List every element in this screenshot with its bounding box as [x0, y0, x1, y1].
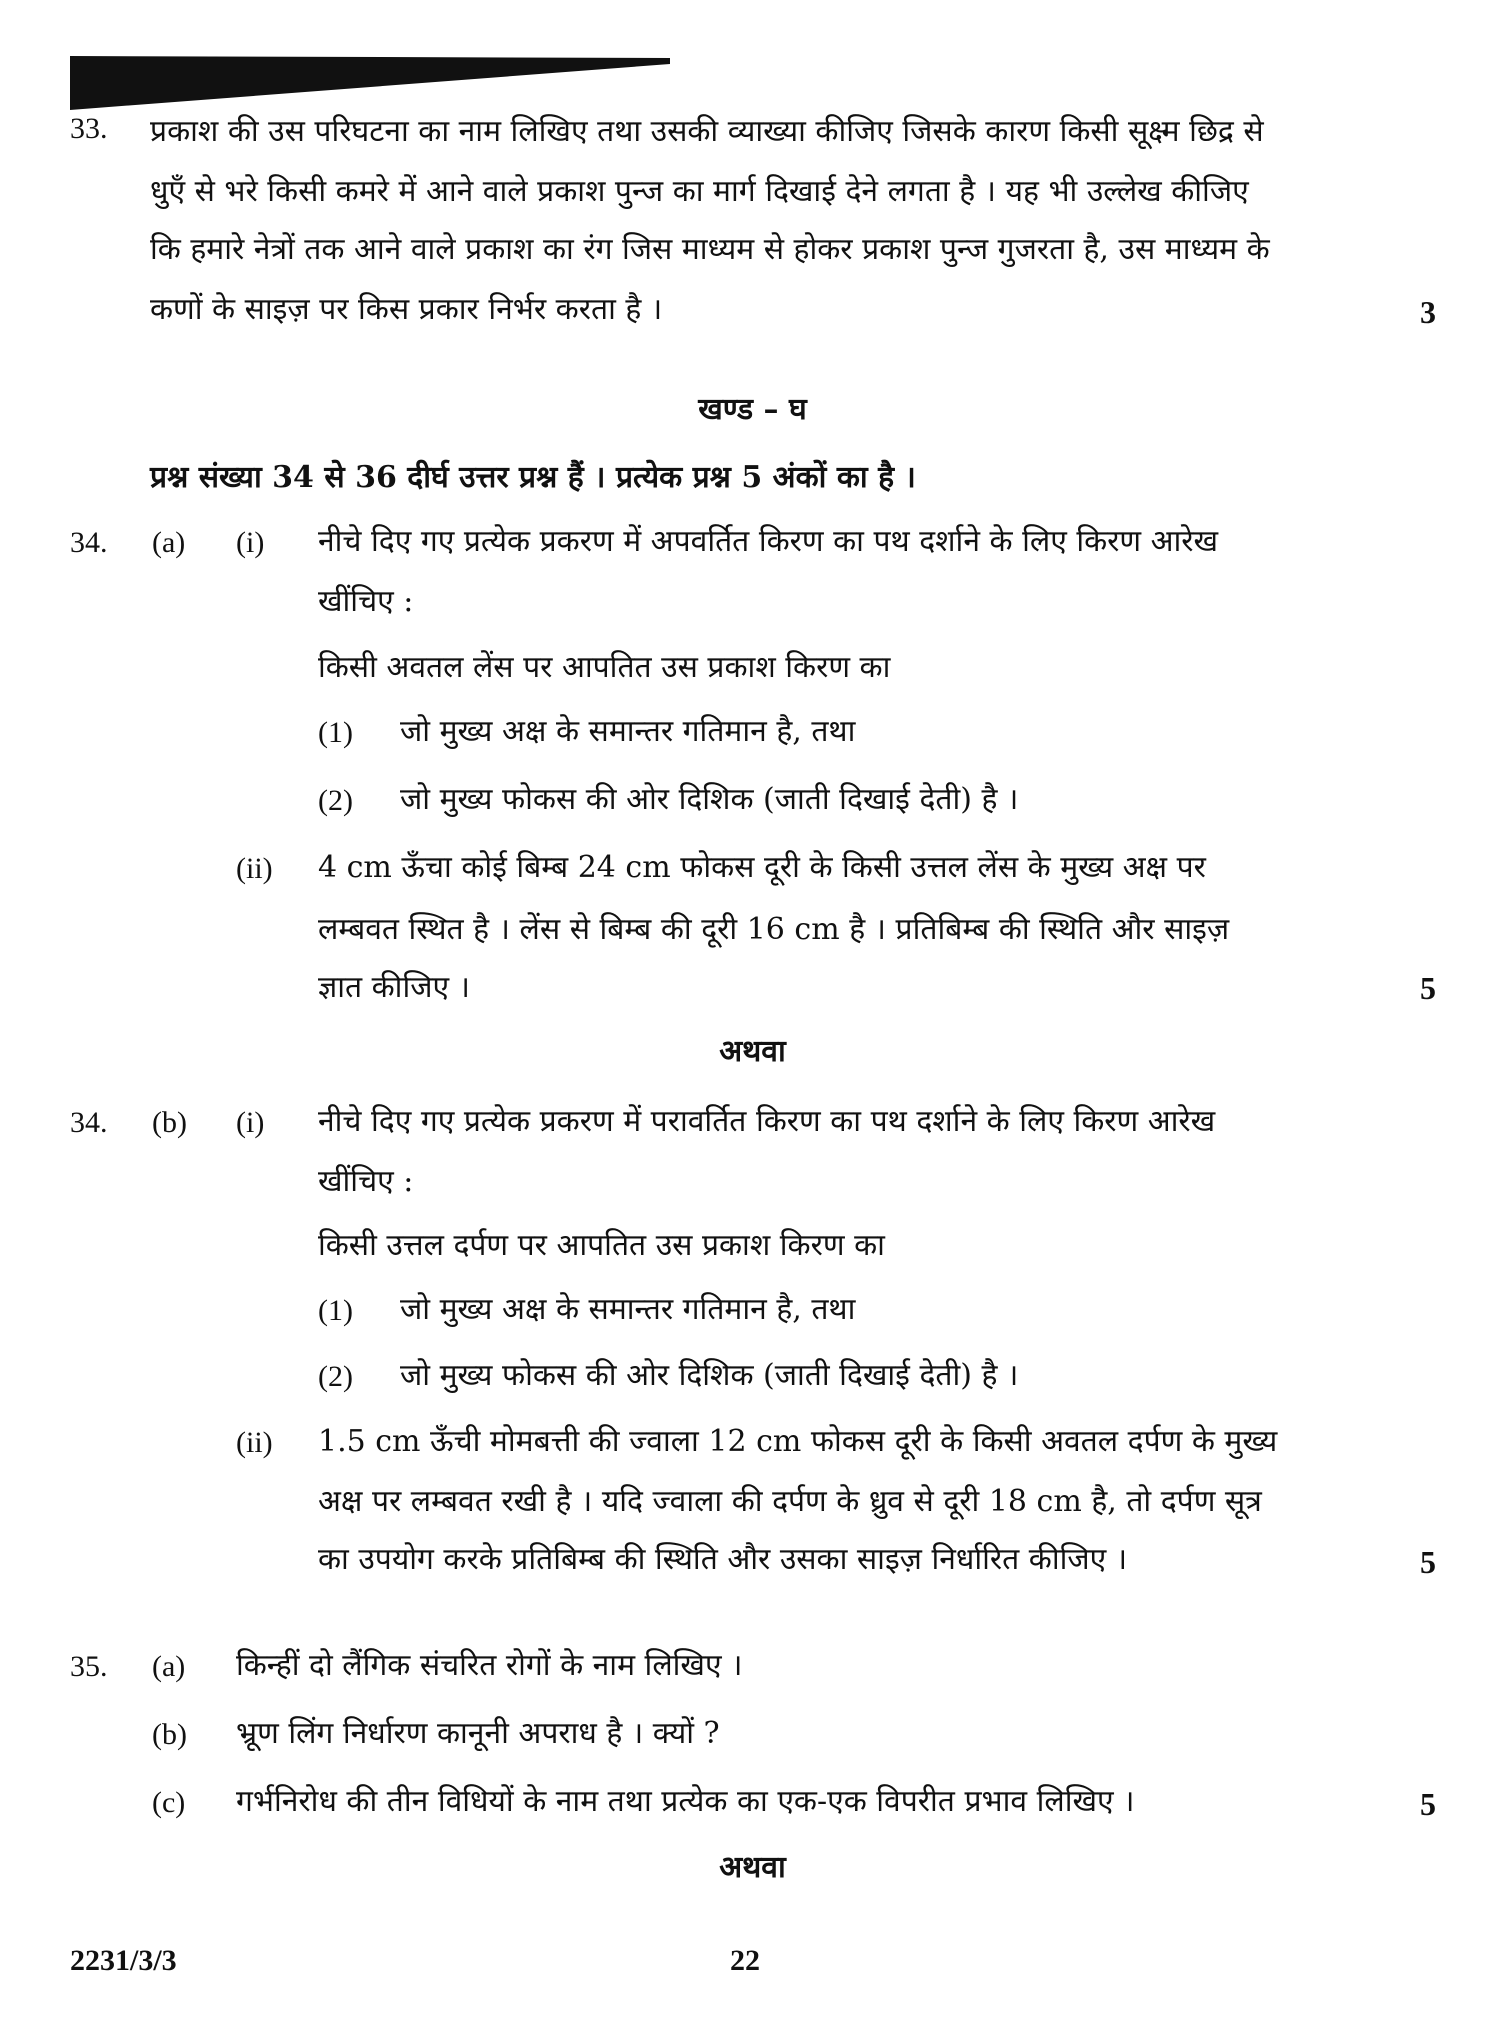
q34b-i-label: (i): [236, 1106, 265, 1139]
q35-a-label: (a): [152, 1650, 186, 1683]
q34a-i-line-3: किसी अवतल लेंस पर आपतित उस प्रकाश किरण का: [318, 650, 891, 685]
q34a-ii-line-2: लम्बवत स्थित है । लेंस से बिम्ब की दूरी 16 cm है । प्रतिबिम्ब की स्थिति और साइज़: [318, 912, 1230, 947]
header-black-bar: [70, 56, 670, 110]
q34b-number: 34.: [70, 1106, 108, 1139]
q35-b-label: (b): [152, 1718, 187, 1751]
q34a-i-sub-1-label: (1): [318, 716, 353, 749]
q34a-i-sub-1-text: जो मुख्य अक्ष के समान्तर गतिमान है, तथा: [400, 714, 856, 749]
q34a-i-label: (i): [236, 526, 265, 559]
q34a-ii-label: (ii): [236, 852, 273, 885]
q34a-marks: 5: [1420, 970, 1436, 1006]
q35-marks: 5: [1420, 1786, 1436, 1822]
q34a-number: 34.: [70, 526, 108, 559]
q34b-i-line-2: खींचिए :: [318, 1164, 414, 1199]
q34b-i-sub-2-text: जो मुख्य फोकस की ओर दिशिक (जाती दिखाई देती) है ।: [400, 1358, 1019, 1393]
q35-c-text: गर्भनिरोध की तीन विधियों के नाम तथा प्रत्येक का एक-एक विपरीत प्रभाव लिखिए ।: [236, 1784, 1135, 1819]
q34b-ii-label: (ii): [236, 1426, 273, 1459]
q34a-i-sub-2-label: (2): [318, 784, 353, 817]
q34a-ii-line-1: 4 cm ऊँचा कोई बिम्ब 24 cm फोकस दूरी के किसी उत्तल लेंस के मुख्य अक्ष पर: [318, 850, 1206, 885]
footer-page-number: 22: [730, 1944, 760, 1977]
q34a-i-line-2: खींचिए :: [318, 584, 414, 619]
q33-line-2: धुएँ से भरे किसी कमरे में आने वाले प्रकाश पुन्ज का मार्ग दिखाई देने लगता है । यह भी उल्लेख कीजिए: [150, 174, 1249, 209]
q34a-ii-line-3: ज्ञात कीजिए ।: [318, 970, 470, 1005]
q34a-i-sub-2-text: जो मुख्य फोकस की ओर दिशिक (जाती दिखाई देती) है ।: [400, 782, 1019, 817]
q33-line-3: कि हमारे नेत्रों तक आने वाले प्रकाश का रंग जिस माध्यम से होकर प्रकाश पुन्ज गुजरता है, उस माध्यम के: [150, 232, 1270, 267]
footer-paper-code: 2231/3/3: [70, 1944, 177, 1977]
q34a-i-line-1: नीचे दिए गए प्रत्येक प्रकरण में अपवर्तित किरण का पथ दर्शाने के लिए किरण आरेख: [318, 524, 1219, 559]
q34b-i-line-1: नीचे दिए गए प्रत्येक प्रकरण में परावर्तित किरण का पथ दर्शाने के लिए किरण आरेख: [318, 1104, 1216, 1139]
q34a-part: (a): [152, 526, 186, 559]
q34b-i-sub-1-text: जो मुख्य अक्ष के समान्तर गतिमान है, तथा: [400, 1292, 856, 1327]
section-instruction: प्रश्न संख्या 34 से 36 दीर्घ उत्तर प्रश्न हैं । प्रत्येक प्रश्न 5 अंकों का है ।: [150, 460, 916, 495]
q34b-ii-line-1: 1.5 cm ऊँची मोमबत्ती की ज्वाला 12 cm फोकस दूरी के किसी अवतल दर्पण के मुख्य: [318, 1424, 1278, 1459]
q34b-i-sub-1-label: (1): [318, 1294, 353, 1327]
q34b-i-sub-2-label: (2): [318, 1360, 353, 1393]
q35-a-text: किन्हीं दो लैंगिक संचरित रोगों के नाम लिखिए ।: [236, 1648, 743, 1683]
q34b-marks: 5: [1420, 1544, 1436, 1580]
q35-b-text: भ्रूण लिंग निर्धारण कानूनी अपराध है । क्यों ?: [236, 1716, 720, 1751]
or-separator-2: अथवा: [719, 1850, 786, 1885]
q35-number: 35.: [70, 1650, 108, 1683]
q33-number: 33.: [70, 112, 108, 145]
or-separator-1: अथवा: [719, 1034, 786, 1069]
q34b-part: (b): [152, 1106, 187, 1139]
q34b-ii-line-3: का उपयोग करके प्रतिबिम्ब की स्थिति और उसका साइज़ निर्धारित कीजिए ।: [318, 1542, 1128, 1577]
q33-line-4: कणों के साइज़ पर किस प्रकार निर्भर करता है ।: [150, 292, 663, 327]
q33-line-1: प्रकाश की उस परिघटना का नाम लिखिए तथा उसकी व्याख्या कीजिए जिसके कारण किसी सूक्ष्म छिद्र से: [150, 114, 1264, 149]
q34b-ii-line-2: अक्ष पर लम्बवत रखी है । यदि ज्वाला की दर्पण के ध्रुव से दूरी 18 cm है, तो दर्पण सूत्र: [318, 1484, 1262, 1519]
q35-c-label: (c): [152, 1786, 186, 1819]
q33-marks: 3: [1420, 294, 1436, 330]
section-title: खण्ड – घ: [698, 392, 807, 427]
q34b-i-line-3: किसी उत्तल दर्पण पर आपतित उस प्रकाश किरण का: [318, 1228, 885, 1263]
